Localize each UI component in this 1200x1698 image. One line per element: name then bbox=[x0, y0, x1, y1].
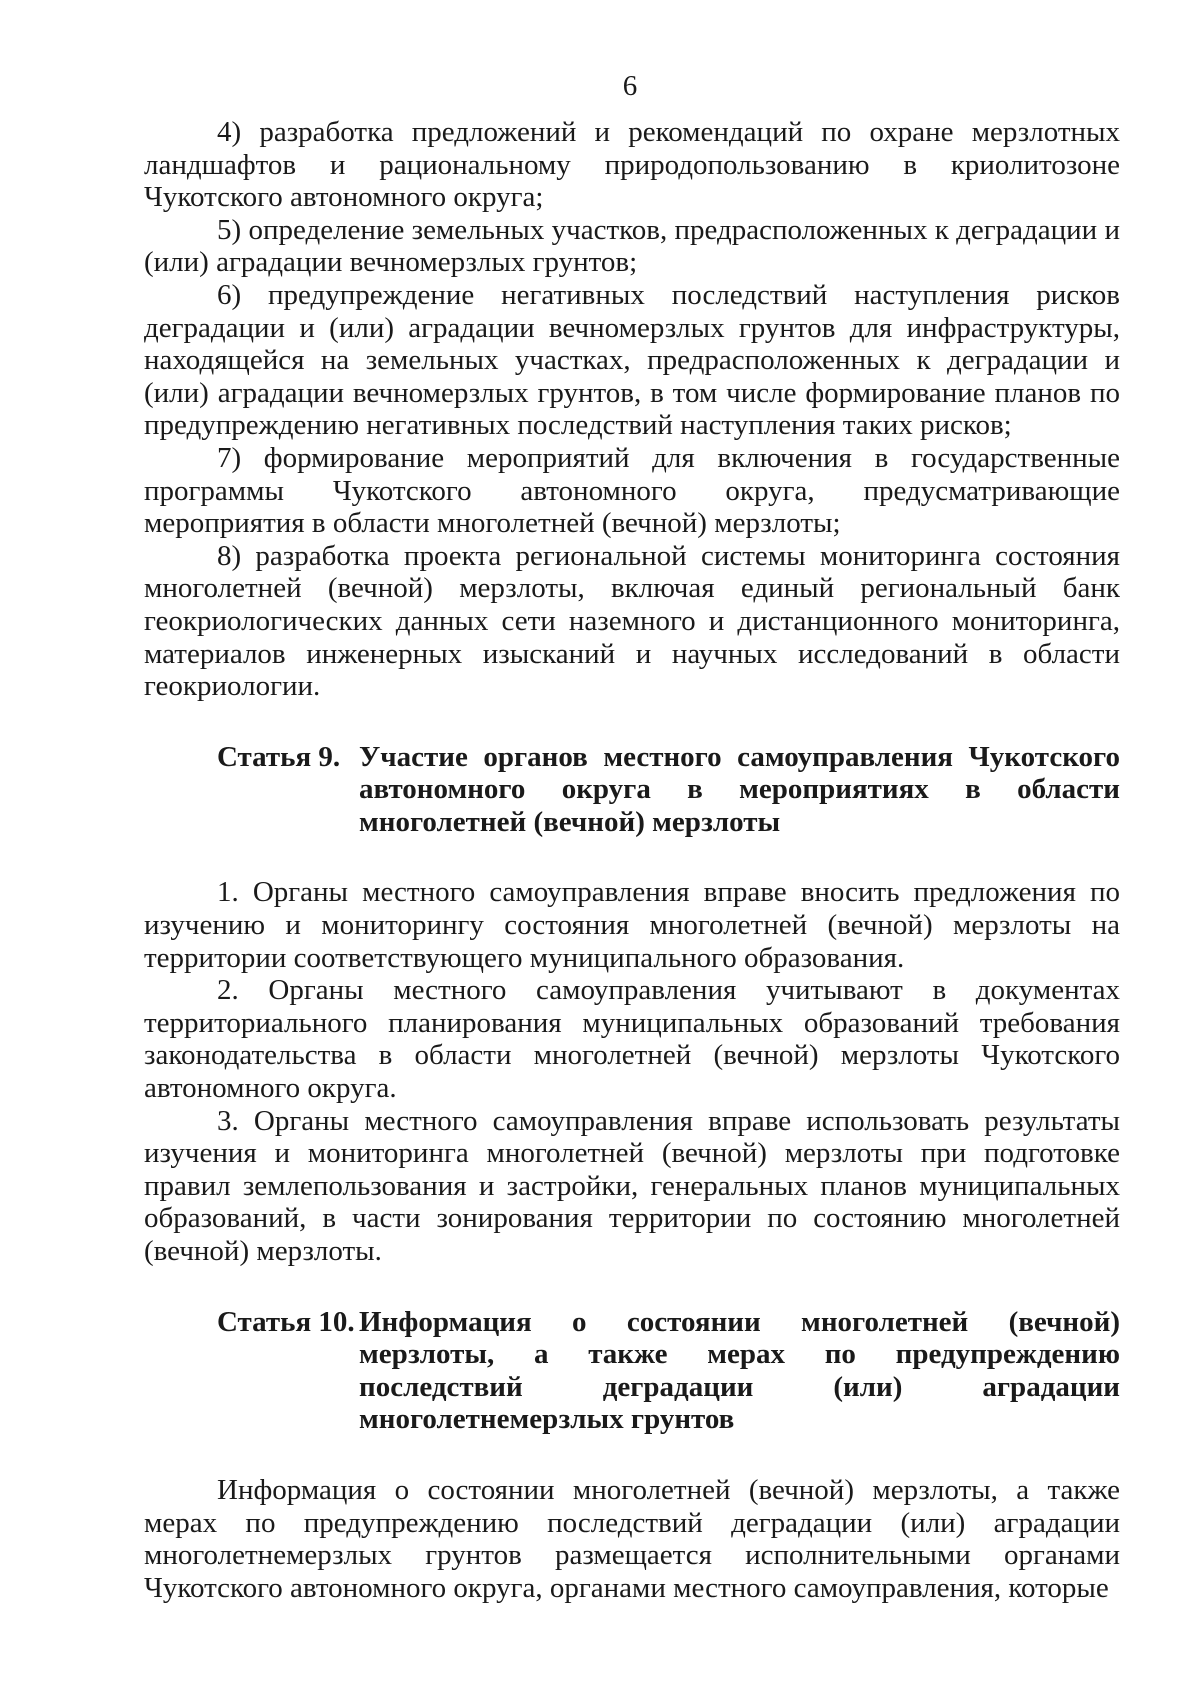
list-item-8: 8) разработка проекта региональной системы мониторинга состояния многолетней (вечной) мерзлоты, включая единый региональный банк геокриологических данных сети наземного и дистанционного мониторинга, материалов инженерных изысканий и научных исследований в области геокриологии. bbox=[144, 539, 1120, 703]
article-9-paragraph-1: 1. Органы местного самоуправления вправе вносить предложения по изучению и мониторингу состояния многолетней (вечной) мерзлоты на территории соответствующего муниципального образования. bbox=[144, 876, 1120, 974]
article-10-heading bbox=[217, 1306, 1120, 1436]
list-item-7: 7) формирование мероприятий для включения в государственные программы Чукотского автономного округа, предусматривающие мероприятия в области многолетней (вечной) мерзлоты; bbox=[144, 441, 1120, 540]
article-9-paragraph-3: 3. Органы местного самоуправления вправе использовать результаты изучения и мониторинга многолетней (вечной) мерзлоты при подготовке правил землепользования и застройки, генеральных планов муниципальных образований, в части зонирования территории по состоянию многолетней (вечной) мерзлоты. bbox=[144, 1104, 1120, 1267]
article-9-title: Участие органов местного самоуправления Чукотского автономного округа в мероприятиях в области многолетней (вечной) мерзлоты bbox=[359, 740, 1120, 838]
article-9-paragraph-2: 2. Органы местного самоуправления учитывают в документах территориального планирования муниципальных образований требования законодательства в области многолетней (вечной) мерзлоты Чукотского автономного округа. bbox=[144, 974, 1120, 1105]
article-10-title: Информация о состоянии многолетней (вечной) мерзлоты, а также мерах по предупреждению последствий деградации (или) аградации многолетнемерзлых грунтов bbox=[359, 1305, 1120, 1436]
article-9-number: Статья 9. bbox=[217, 740, 341, 773]
article-9-heading bbox=[217, 741, 1120, 839]
list-item-4: 4) разработка предложений и рекомендаций по охране мерзлотных ландшафтов и рациональному природопользованию в криолитозоне Чукотского автономного округа; bbox=[144, 116, 1120, 214]
page-number: 6 bbox=[622, 70, 638, 102]
list-item-6: 6) предупреждение негативных последствий наступления рисков деградации и (или) аградации вечномерзлых грунтов для инфраструктуры, находящейся на земельных участках, предрасположенных к деградации и (или) аградации вечномерзлых грунтов, в том числе формирование планов по предупреждению негативных последствий наступления таких рисков; bbox=[144, 278, 1120, 442]
article-10-number: Статья 10. bbox=[217, 1305, 355, 1338]
list-item-5: 5) определение земельных участков, предрасположенных к деградации и (или) аградации вечномерзлых грунтов; bbox=[144, 213, 1120, 279]
document-body bbox=[144, 116, 1120, 1604]
article-10-paragraph-1: Информация о состоянии многолетней (вечной) мерзлоты, а также мерах по предупреждению последствий деградации (или) аградации многолетнемерзлых грунтов размещается исполнительными органами Чукотского автономного округа, органами местного самоуправления, которые bbox=[144, 1473, 1120, 1604]
